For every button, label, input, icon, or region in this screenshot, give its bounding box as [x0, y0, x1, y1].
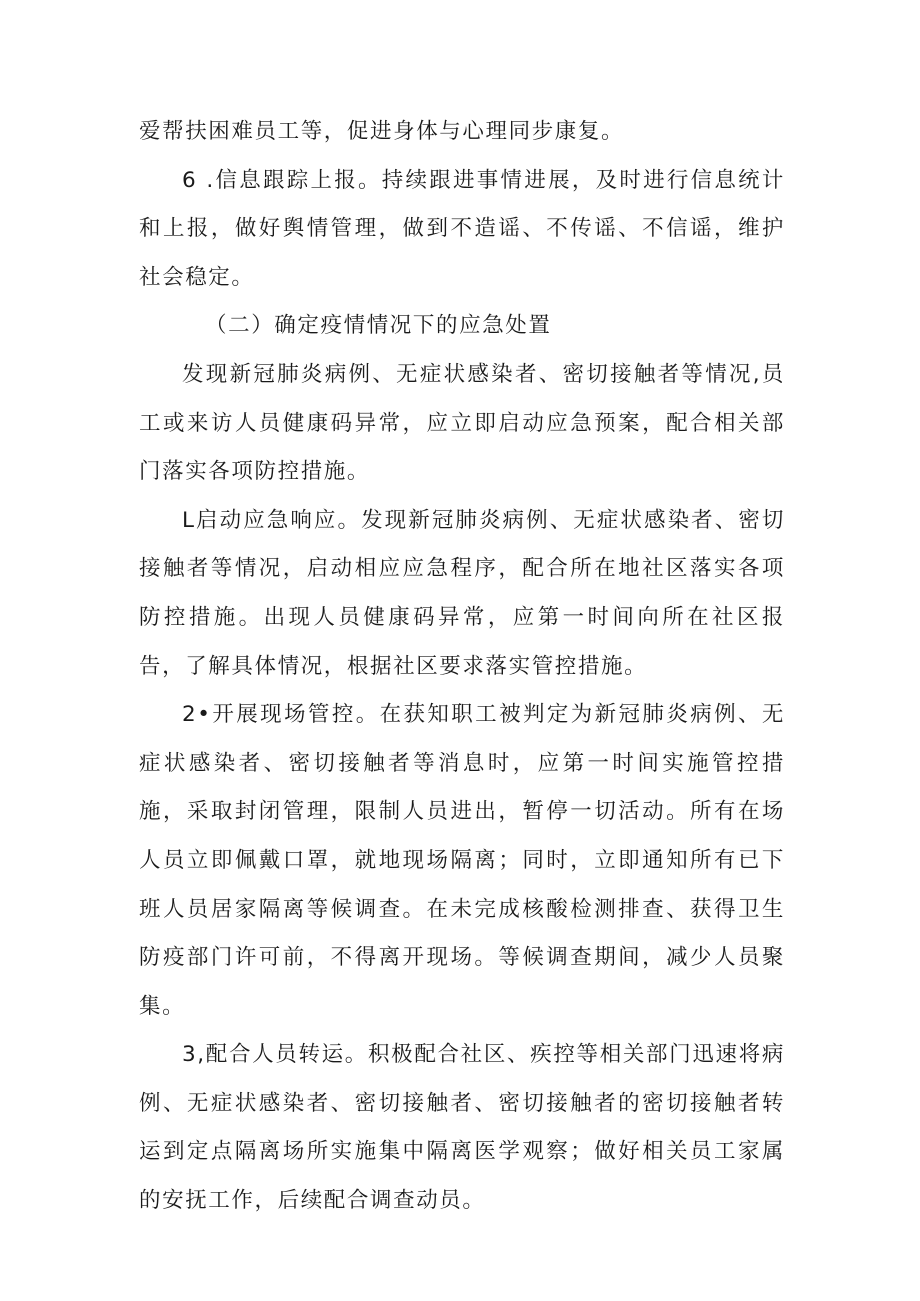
- paragraph-item-1-emergency-response: L启动应急响应。发现新冠肺炎病例、无症状感染者、密切接触者等情况，启动相应应急程序，配合所在地社区落实各项防控措施。出现人员健康码异常，应第一时间向所在社区报告，了解具体情况，根据社区要求落实管控措施。: [139, 507, 785, 679]
- paragraph-item-2-onsite-control: 2•开展现场管控。在获知职工被判定为新冠肺炎病例、无症状感染者、密切接触者等消息时，应第一时间实施管控措施，采取封闭管理，限制人员进出，暂停一切活动。所有在场人员立即佩戴口罩，就地现场隔离；同时，立即通知所有已下班人员居家隔离等候调查。在未完成核酸检测排查、获得卫生防疫部门许可前，不得离开现场。等候调查期间，减少人员聚集。: [139, 702, 785, 1019]
- section-heading-2: （二）确定疫情情况下的应急处置: [205, 313, 552, 339]
- paragraph-continuation: 爱帮扶困难员工等，促进身体与心理同步康复。: [139, 119, 625, 144]
- paragraph-item-3-personnel-transfer: 3,配合人员转运。积极配合社区、疾控等相关部门迅速将病例、无症状感染者、密切接触者、密切接触者的密切接触者转运到定点隔离场所实施集中隔离医学观察；做好相关员工家属的安抚工作，后续配合调查动员。: [139, 1042, 785, 1214]
- paragraph-item-6-info-tracking: 6 .信息跟踪上报。持续跟进事情进展，及时进行信息统计和上报，做好舆情管理，做到不造谣、不传谣、不信谣，维护社会稳定。: [139, 167, 785, 290]
- paragraph-section-intro: 发现新冠肺炎病例、无症状感染者、密切接触者等情况,员工或来访人员健康码异常，应立即启动应急预案，配合相关部门落实各项防控措施。: [139, 361, 785, 485]
- document-body: [139, 108, 785, 1226]
